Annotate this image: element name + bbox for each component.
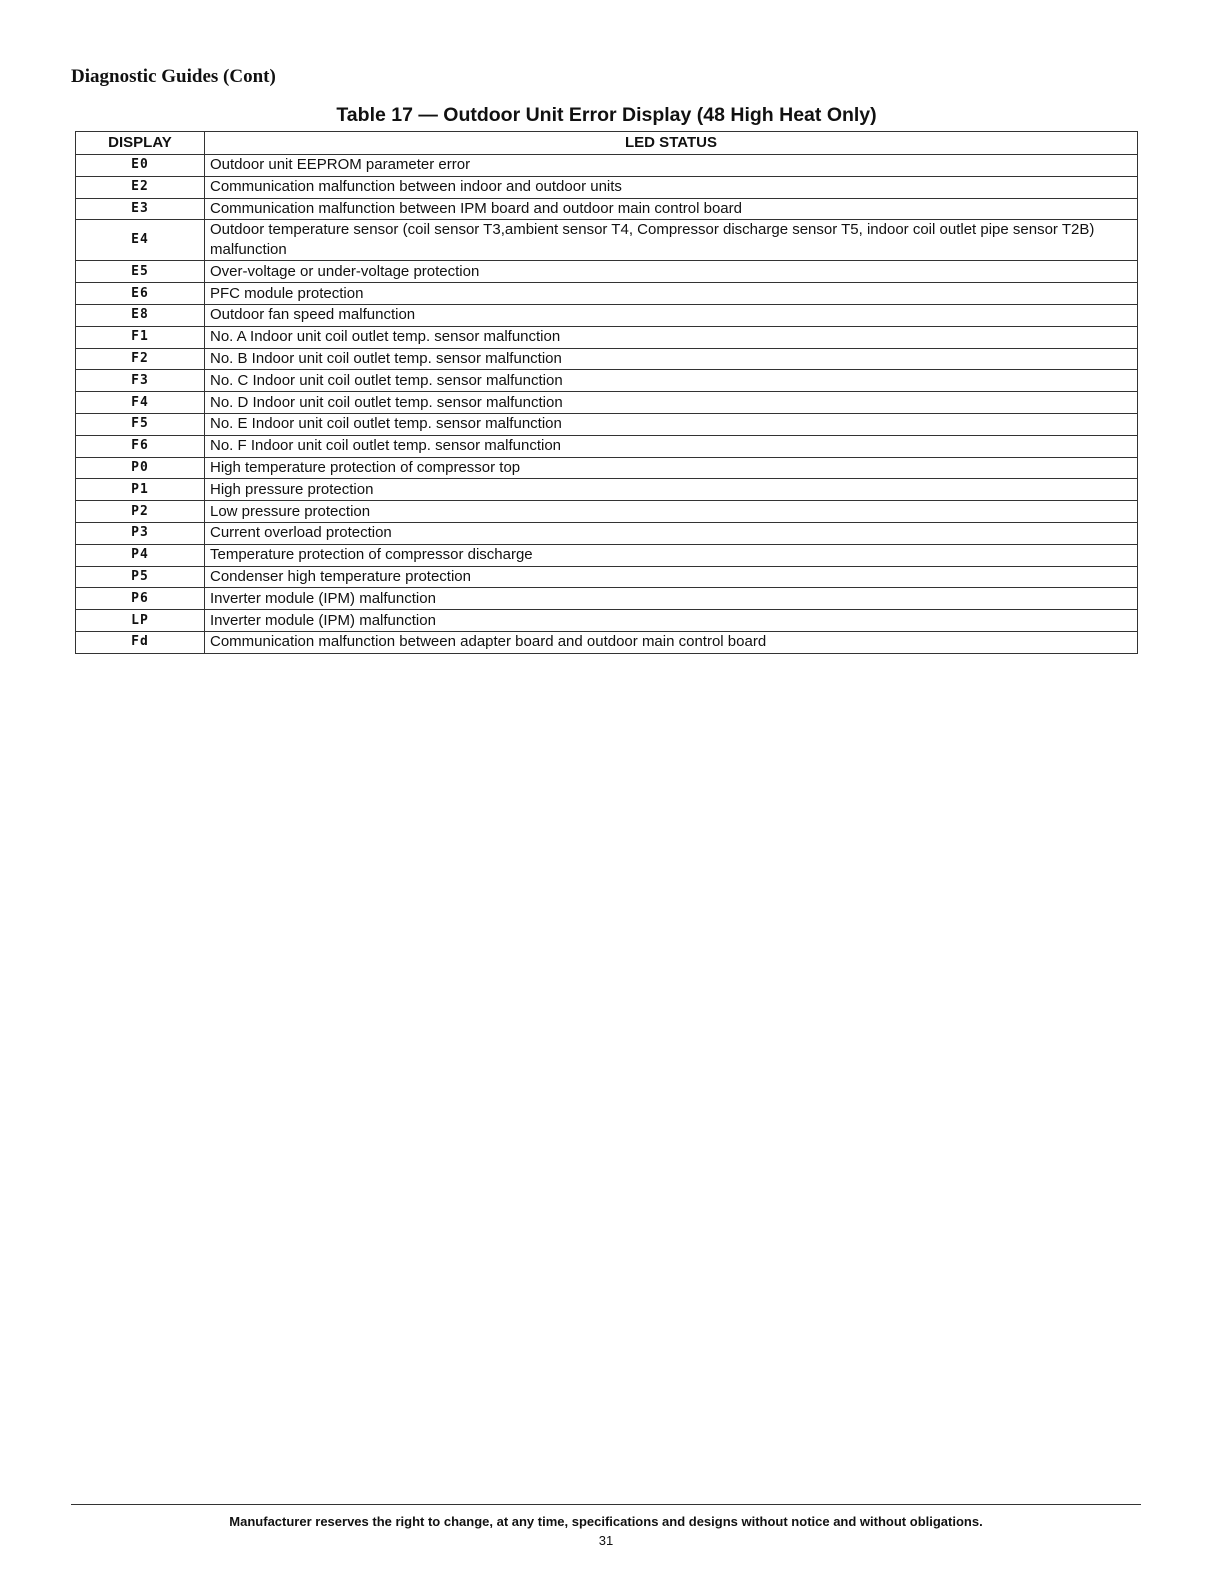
table-row: [76, 304, 1138, 326]
error-description: Low pressure protection: [205, 501, 1138, 523]
error-code: P5: [76, 566, 205, 588]
error-code: P3: [76, 522, 205, 544]
error-description: Current overload protection: [205, 522, 1138, 544]
error-description: Outdoor temperature sensor (coil sensor T3,ambient sensor T4, Compressor discharge sensor T5, indoor coil outlet pipe sensor T2B) malfunction: [205, 220, 1138, 261]
table-row: [76, 588, 1138, 610]
footer-divider: [71, 1504, 1141, 1505]
error-description: No. F Indoor unit coil outlet temp. sensor malfunction: [205, 435, 1138, 457]
error-description: High temperature protection of compressor top: [205, 457, 1138, 479]
error-description: PFC module protection: [205, 283, 1138, 305]
error-code: E3: [76, 198, 205, 220]
table-row: [76, 522, 1138, 544]
section-title: Diagnostic Guides (Cont): [71, 66, 276, 87]
error-description: No. B Indoor unit coil outlet temp. sensor malfunction: [205, 348, 1138, 370]
error-code: E4: [76, 220, 205, 261]
error-code: F5: [76, 413, 205, 435]
table-row: [76, 544, 1138, 566]
error-code: P2: [76, 501, 205, 523]
table-row: [76, 370, 1138, 392]
table-row: [76, 392, 1138, 414]
error-description: Communication malfunction between indoor and outdoor units: [205, 176, 1138, 198]
error-display-table: [75, 131, 1138, 654]
error-code: E5: [76, 261, 205, 283]
table-row: [76, 261, 1138, 283]
error-code: E6: [76, 283, 205, 305]
table-row: [76, 457, 1138, 479]
table-row: [76, 479, 1138, 501]
error-description: No. C Indoor unit coil outlet temp. sensor malfunction: [205, 370, 1138, 392]
table-row: [76, 435, 1138, 457]
error-code: Fd: [76, 631, 205, 653]
footer-disclaimer: Manufacturer reserves the right to change, at any time, specifications and designs without notice and without obligations.: [229, 1514, 983, 1529]
error-code: LP: [76, 610, 205, 632]
header-display: DISPLAY: [76, 132, 205, 155]
page-number: 31: [598, 1533, 614, 1548]
error-description: No. A Indoor unit coil outlet temp. sensor malfunction: [205, 326, 1138, 348]
error-code: P0: [76, 457, 205, 479]
header-led-status: LED STATUS: [205, 132, 1138, 155]
error-code: P6: [76, 588, 205, 610]
table-row: [76, 155, 1138, 177]
table-row: [76, 198, 1138, 220]
error-code: E0: [76, 155, 205, 177]
error-code: E8: [76, 304, 205, 326]
table-caption: Table 17 — Outdoor Unit Error Display (48 High Heat Only): [336, 104, 877, 126]
error-code: P4: [76, 544, 205, 566]
error-description: Outdoor unit EEPROM parameter error: [205, 155, 1138, 177]
error-description: No. D Indoor unit coil outlet temp. sensor malfunction: [205, 392, 1138, 414]
error-code: F2: [76, 348, 205, 370]
error-description: Condenser high temperature protection: [205, 566, 1138, 588]
table-row: [76, 176, 1138, 198]
error-description: Outdoor fan speed malfunction: [205, 304, 1138, 326]
error-description: No. E Indoor unit coil outlet temp. sensor malfunction: [205, 413, 1138, 435]
error-description: Inverter module (IPM) malfunction: [205, 610, 1138, 632]
table-row: [76, 566, 1138, 588]
table-row: [76, 610, 1138, 632]
table-row: [76, 631, 1138, 653]
table-row: [76, 326, 1138, 348]
table-body: [76, 155, 1138, 654]
table-row: [76, 348, 1138, 370]
error-code: F1: [76, 326, 205, 348]
table-row: [76, 501, 1138, 523]
error-code: F4: [76, 392, 205, 414]
error-code: F3: [76, 370, 205, 392]
error-code: E2: [76, 176, 205, 198]
error-description: Inverter module (IPM) malfunction: [205, 588, 1138, 610]
table-row: [76, 283, 1138, 305]
error-description: High pressure protection: [205, 479, 1138, 501]
error-code: P1: [76, 479, 205, 501]
table-row: [76, 220, 1138, 261]
error-code: F6: [76, 435, 205, 457]
table-row: [76, 413, 1138, 435]
error-description: Communication malfunction between IPM board and outdoor main control board: [205, 198, 1138, 220]
table-header-row: [76, 132, 1138, 155]
error-description: Temperature protection of compressor discharge: [205, 544, 1138, 566]
error-description: Over-voltage or under-voltage protection: [205, 261, 1138, 283]
error-description: Communication malfunction between adapter board and outdoor main control board: [205, 631, 1138, 653]
